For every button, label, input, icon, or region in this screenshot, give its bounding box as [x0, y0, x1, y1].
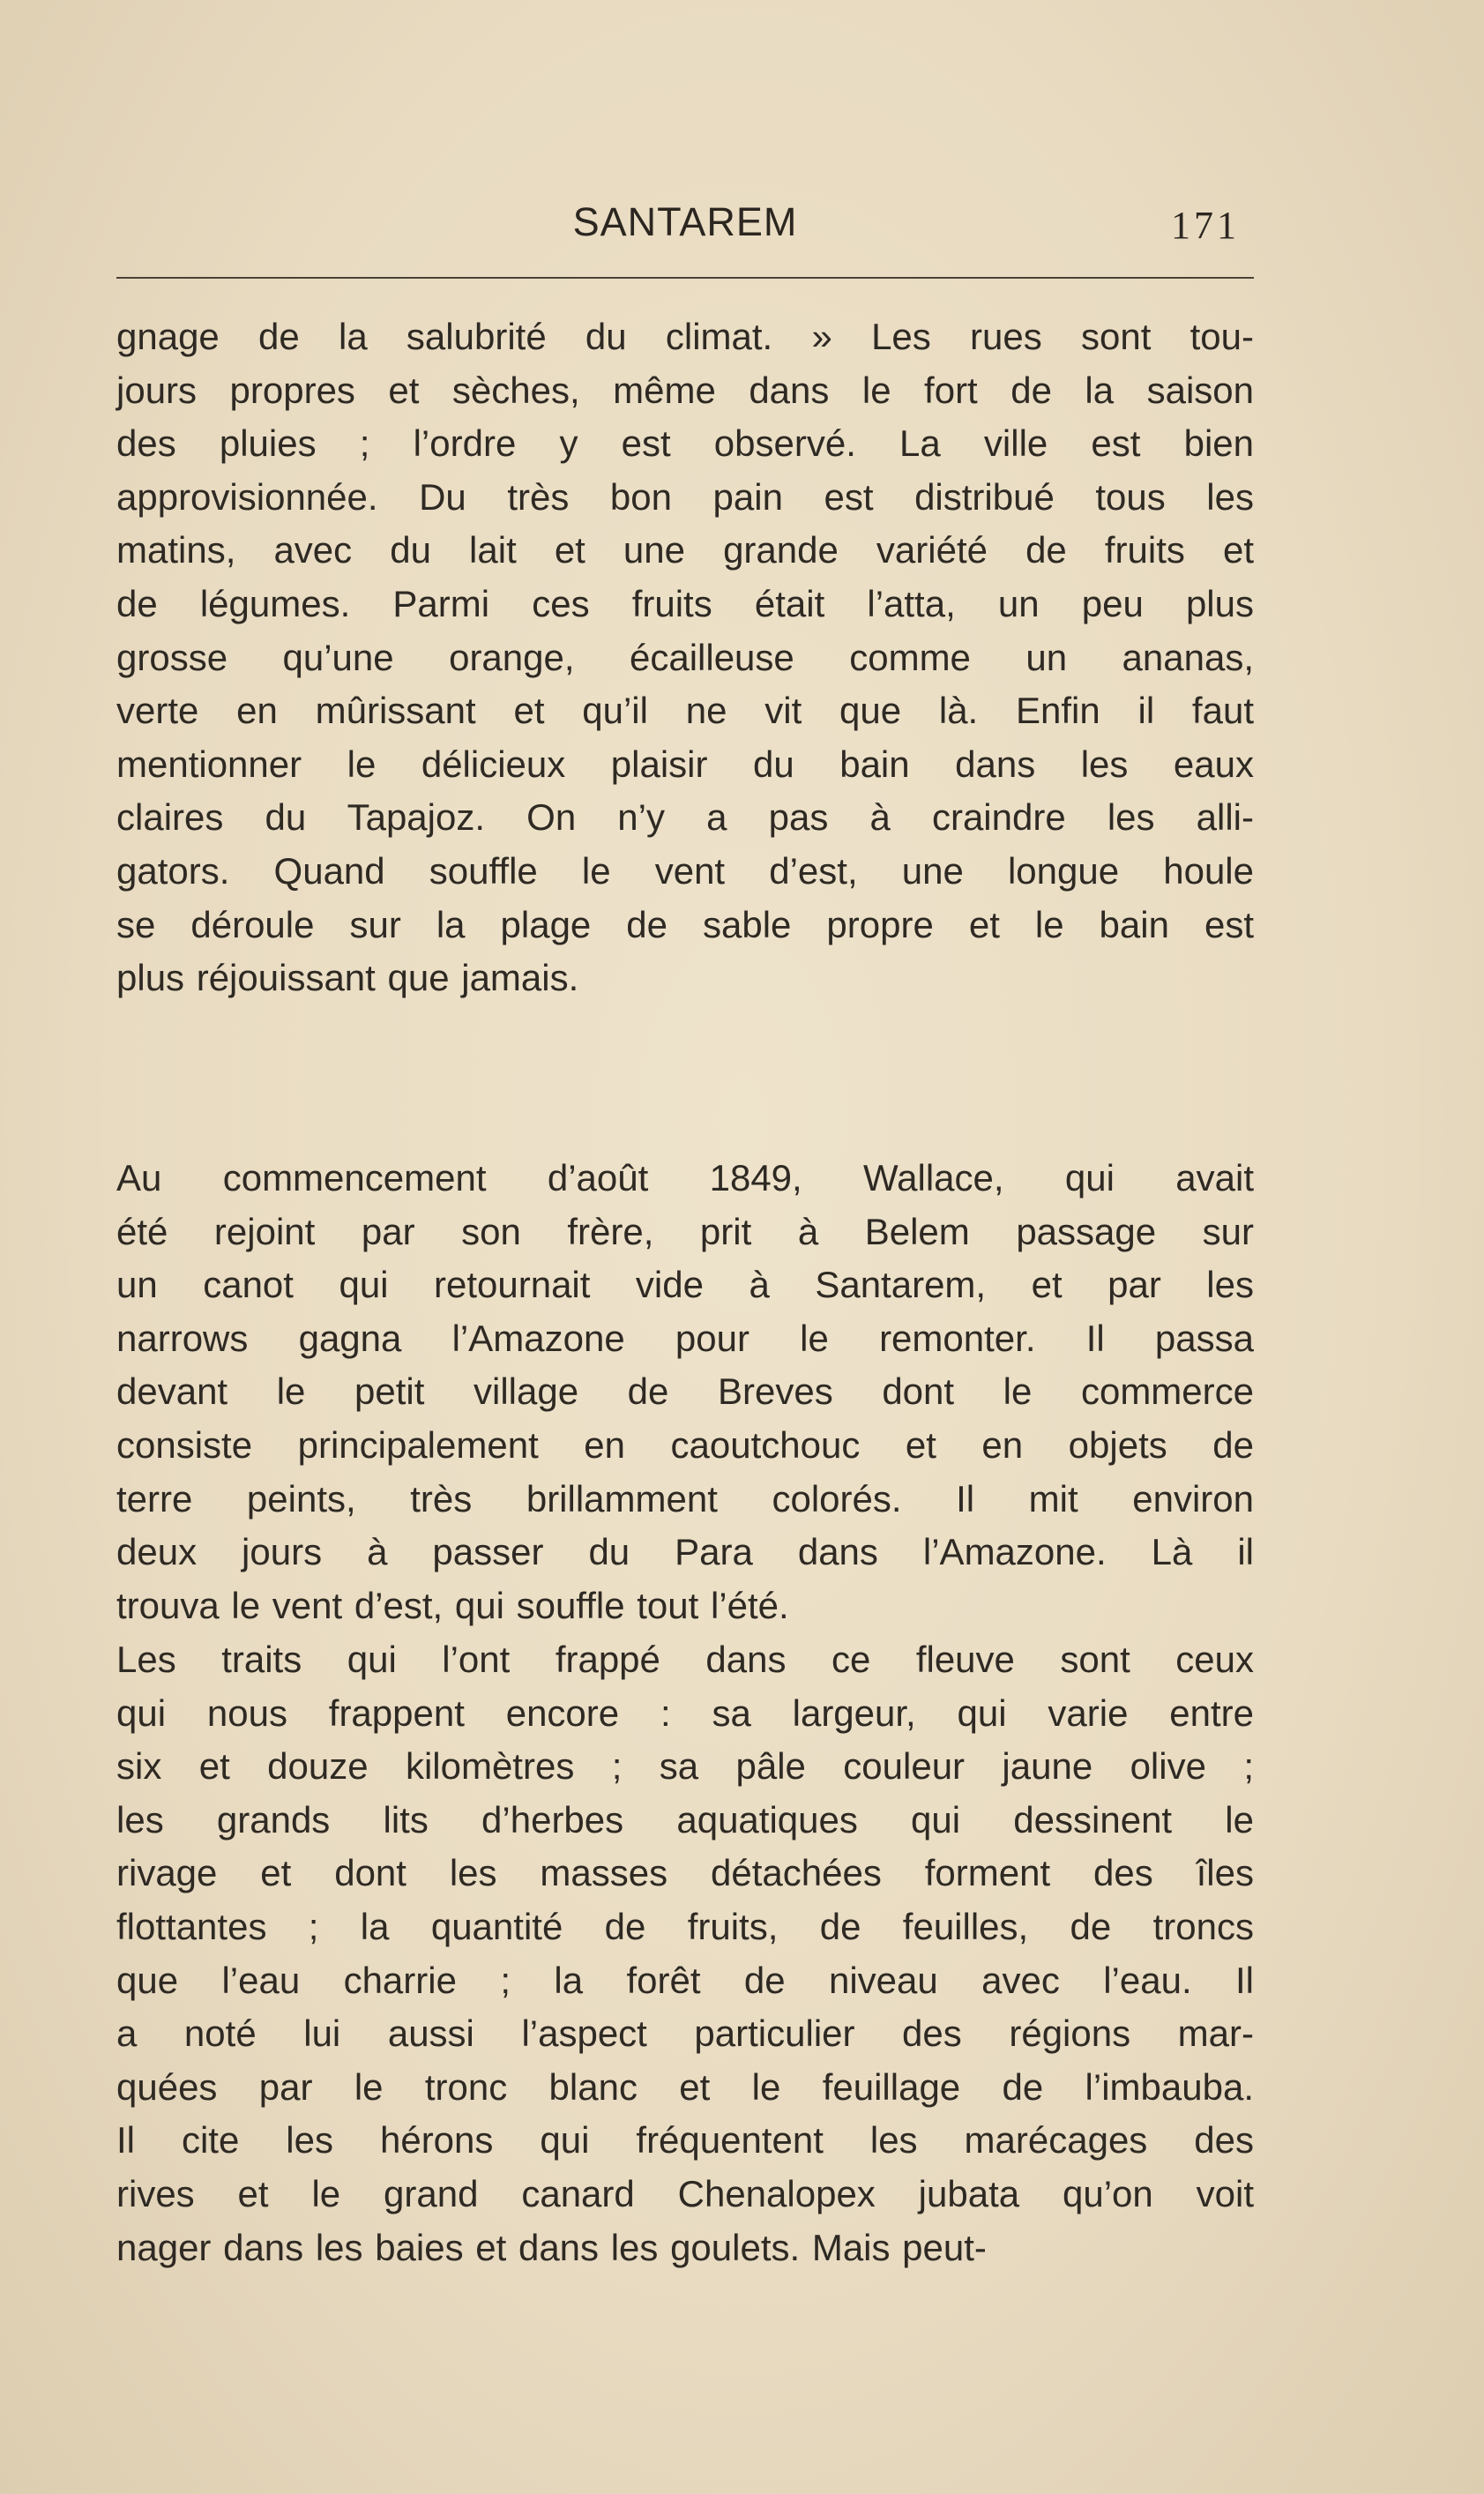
- running-header: [116, 199, 1254, 279]
- text-line: un canot qui retournait vide à Santarem, et par les: [116, 1264, 1254, 1306]
- text-line: été rejoint par son frère, prit à Belem passage sur: [116, 1210, 1254, 1252]
- text-line: de légumes. Parmi ces fruits était l’atta, un peu plus: [116, 582, 1254, 624]
- text-line: grosse qu’une orange, écailleuse comme un ananas,: [116, 636, 1254, 678]
- page-number: 171: [1171, 204, 1240, 247]
- text-line: se déroule sur la plage de sable propre et le bain est: [116, 903, 1254, 945]
- text-line: les grands lits d’herbes aquatiques qui dessinent le: [116, 1798, 1254, 1841]
- text-line: gnage de la salubrité du climat. » Les rues sont tou-: [116, 316, 1254, 357]
- paragraph-2: [116, 1152, 1254, 1632]
- text-line: terre peints, très brillamment colorés. Il mit environ: [116, 1477, 1254, 1520]
- text-line: que l’eau charrie ; la forêt de niveau avec l’eau. Il: [116, 1959, 1254, 2001]
- text-line: six et douze kilomètres ; sa pâle couleur jaune olive ;: [116, 1745, 1254, 1788]
- text-line: jours propres et sèches, même dans le fort de la saison: [116, 369, 1254, 411]
- text-line: des pluies ; l’ordre y est observé. La ville est bien: [116, 422, 1254, 465]
- paragraph-1: [116, 310, 1254, 1005]
- running-title: SANTAREM: [572, 199, 798, 244]
- text-line: deux jours à passer du Para dans l’Amazone. Là il: [116, 1531, 1254, 1573]
- text-line: qui nous frappent encore : sa largeur, qui varie entre: [116, 1691, 1254, 1734]
- text-line: devant le petit village de Breves dont le commerce: [116, 1370, 1254, 1413]
- text-line: narrows gagna l’Amazone pour le remonter. Il passa: [116, 1317, 1254, 1359]
- text-line: verte en mûrissant et qu’il ne vit que là. Enfin il faut: [116, 690, 1254, 732]
- text-line: plus réjouissant que jamais.: [116, 957, 579, 999]
- text-line: nager dans les baies et dans les goulets. Mais peut-: [116, 2226, 987, 2268]
- text-line: flottantes ; la quantité de fruits, de feuilles, de troncs: [116, 1905, 1254, 1947]
- text-line: gators. Quand souffle le vent d’est, une longue houle: [116, 849, 1254, 892]
- text-line: mentionner le délicieux plaisir du bain dans les eaux: [116, 743, 1254, 785]
- text-line: rivage et dont les masses détachées forment des îles: [116, 1852, 1254, 1894]
- text-line: a noté lui aussi l’aspect particulier des régions mar-: [116, 2012, 1254, 2055]
- text-line: Au commencement d’août 1849, Wallace, qui avait: [116, 1157, 1254, 1198]
- header-rule: [116, 277, 1254, 279]
- text-line: Il cite les hérons qui fréquentent les marécages des: [116, 2119, 1254, 2162]
- text-line: claires du Tapajoz. On n’y a pas à craindre les alli-: [116, 796, 1254, 839]
- text-line: Les traits qui l’ont frappé dans ce fleuve sont ceux: [116, 1639, 1254, 1680]
- paragraph-3: [116, 1633, 1254, 2274]
- text-line: consiste principalement en caoutchouc et en objets de: [116, 1423, 1254, 1466]
- text-line: rives et le grand canard Chenalopex jubata qu’on voit: [116, 2172, 1254, 2214]
- text-line: approvisionnée. Du très bon pain est distribué tous les: [116, 475, 1254, 518]
- text-line: matins, avec du lait et une grande variété de fruits et: [116, 529, 1254, 571]
- text-line: trouva le vent d’est, qui souffle tout l’été.: [116, 1584, 789, 1626]
- text-line: quées par le tronc blanc et le feuillage de l’imbauba.: [116, 2065, 1254, 2108]
